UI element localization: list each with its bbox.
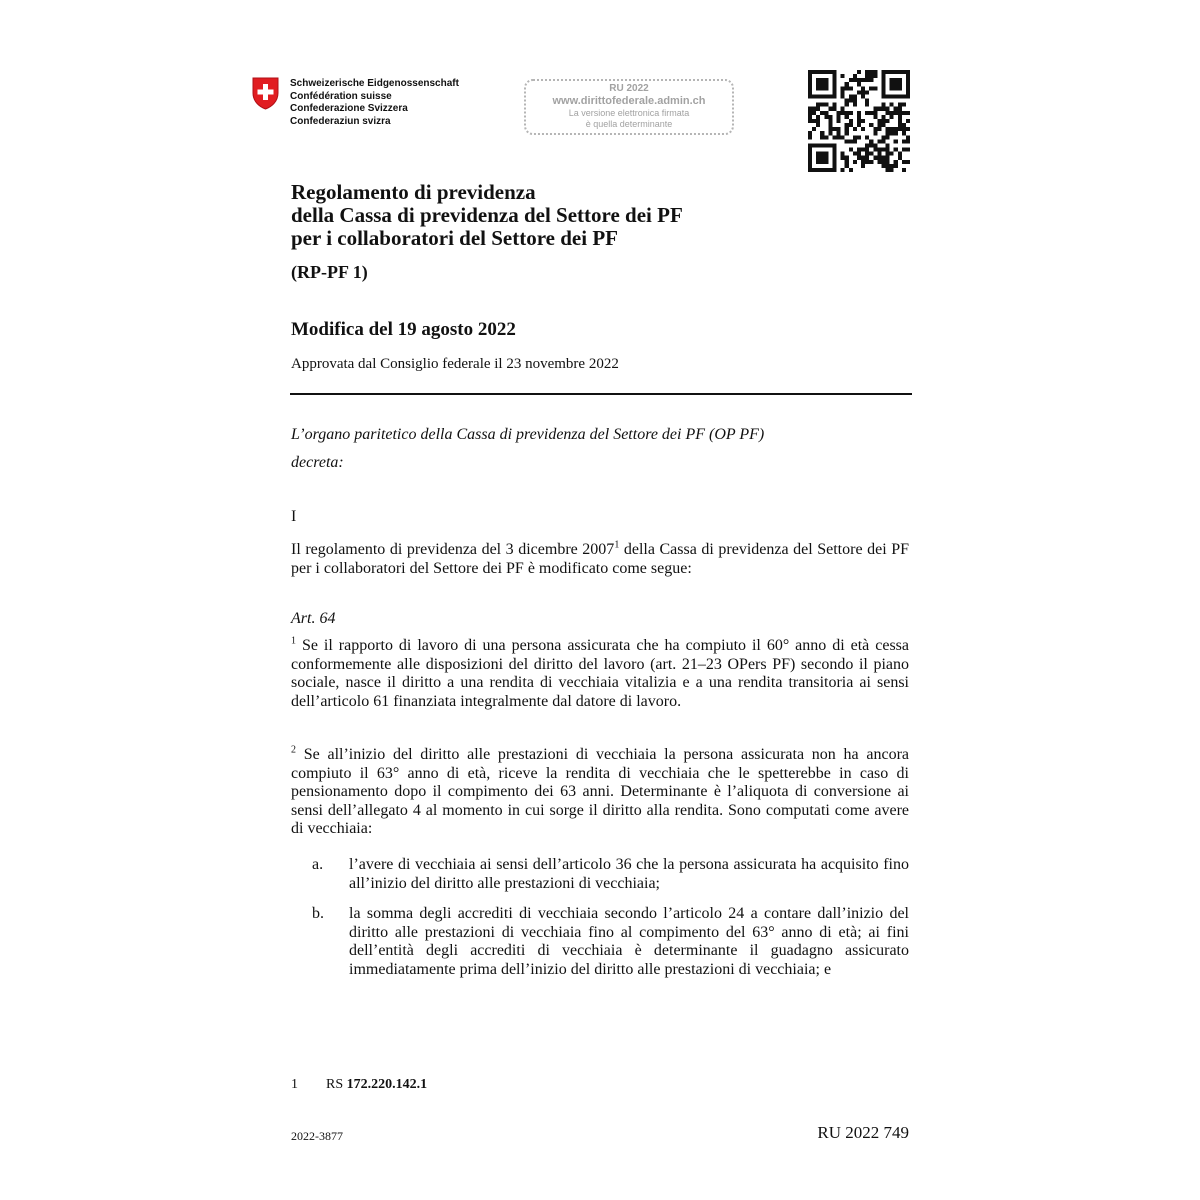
list-item-b — [291, 905, 909, 979]
list-item-text: l’avere di vecchiaia ai sensi dell’articolo 36 che la persona assicurata ha acquisito fino all’inizio del diritto alle prestazioni di vecchiaia; — [349, 856, 909, 892]
swiss-coat-of-arms-icon — [252, 77, 279, 110]
title-line-3: per i collaboratori del Settore dei PF — [291, 226, 618, 250]
confederation-name-it: Confederazione Svizzera — [290, 103, 408, 114]
footnote-reference-number[interactable]: 172.220.142.1 — [346, 1077, 428, 1092]
confederation-name-fr: Confédération suisse — [290, 90, 392, 102]
title-abbreviation: (RP-PF 1) — [291, 262, 368, 282]
article-title: Art. 64 — [291, 610, 336, 627]
stamp-note-1: La versione elettronica firmata — [568, 108, 690, 118]
paragraph-text: Se all’inizio del diritto alle prestazioni di vecchiaia la persona assicurata non ha ancora compiuto il 63° anno di età, riceve la rendita di vecchiaia che le spetterebbe in caso di pensionamento dopo il compimento dei 63 anni. Determinante è l’aliquota di conversione ai sensi dell’allegato 4 al momento in cui sorge il diritto alla rendita. Sono computati come avere di vecchiaia: — [291, 746, 909, 837]
footnote-reference[interactable]: 1 — [614, 539, 620, 551]
title-line-2: della Cassa di previdenza del Settore dei PF — [291, 203, 683, 227]
section-numeral: I — [291, 508, 297, 525]
approval-note: Approvata dal Consiglio federale il 23 novembre 2022 — [291, 356, 619, 372]
list-item-letter: b. — [312, 905, 324, 922]
confederation-names — [290, 78, 459, 128]
qr-code-icon — [808, 70, 910, 172]
document-title — [291, 181, 683, 250]
intro-paragraph — [291, 541, 909, 578]
article-paragraph-1 — [291, 637, 909, 711]
list-item-letter: a. — [312, 856, 324, 873]
title-line-1: Regolamento di previdenza — [291, 180, 536, 204]
list-item-text: la somma degli accrediti di vecchiaia secondo l’articolo 24 a contare dall’inizio del diritto alle prestazioni di vecchiaia fino al compimento del 63° anno di età; ai fini dell’entità degli accrediti di vecchiaia è determinante il guadagno assicurato immediatamente prima dell’inizio del diritto alle prestazioni di vecchiaia; e — [349, 905, 909, 978]
footnote-number: 1 — [291, 1077, 298, 1092]
intro-text-start: Il regolamento di previdenza del 3 dicembre 2007 — [291, 541, 615, 558]
document-code: 2022-3877 — [291, 1129, 343, 1143]
stamp-website: www.dirittofederale.admin.ch — [552, 95, 706, 107]
decree-verb: decreta: — [291, 454, 344, 471]
article-paragraph-2 — [291, 746, 909, 839]
footnote-prefix: RS — [326, 1077, 347, 1092]
paragraph-number: 2 — [291, 744, 296, 756]
paragraph-number: 1 — [291, 635, 296, 647]
header-divider — [290, 393, 912, 395]
paragraph-text: Se il rapporto di lavoro di una persona assicurata che ha compiuto il 60° anno di età cessa conformemente alle disposizioni del diritto del lavoro (art. 21–23 OPers PF) secondo il piano sociale, nasce il diritto a una rendita di vecchiaia vitalizia e a una rendita transitoria ai sensi dell’articolo 61 finanziata integralmente dal datore di lavoro. — [291, 637, 909, 710]
stamp-note-2: è quella determinante — [585, 119, 673, 129]
confederation-name-de: Schweizerische Eidgenossenschaft — [290, 78, 459, 89]
modification-date: Modifica del 19 agosto 2022 — [291, 319, 516, 340]
issuing-organ: L’organo paritetico della Cassa di previdenza del Settore dei PF (OP PF) — [291, 426, 765, 443]
official-edition-stamp — [524, 79, 734, 135]
footnote — [291, 1077, 427, 1093]
confederation-name-rm: Confederaziun svizra — [290, 115, 391, 127]
official-compilation-reference: RU 2022 749 — [817, 1123, 909, 1142]
list-item-a — [291, 856, 909, 893]
intro-text-end: della Cassa di previdenza del Settore dei PF per i collaboratori del Settore dei PF è modificato come segue: — [291, 541, 909, 577]
stamp-edition: RU 2022 — [609, 83, 649, 94]
